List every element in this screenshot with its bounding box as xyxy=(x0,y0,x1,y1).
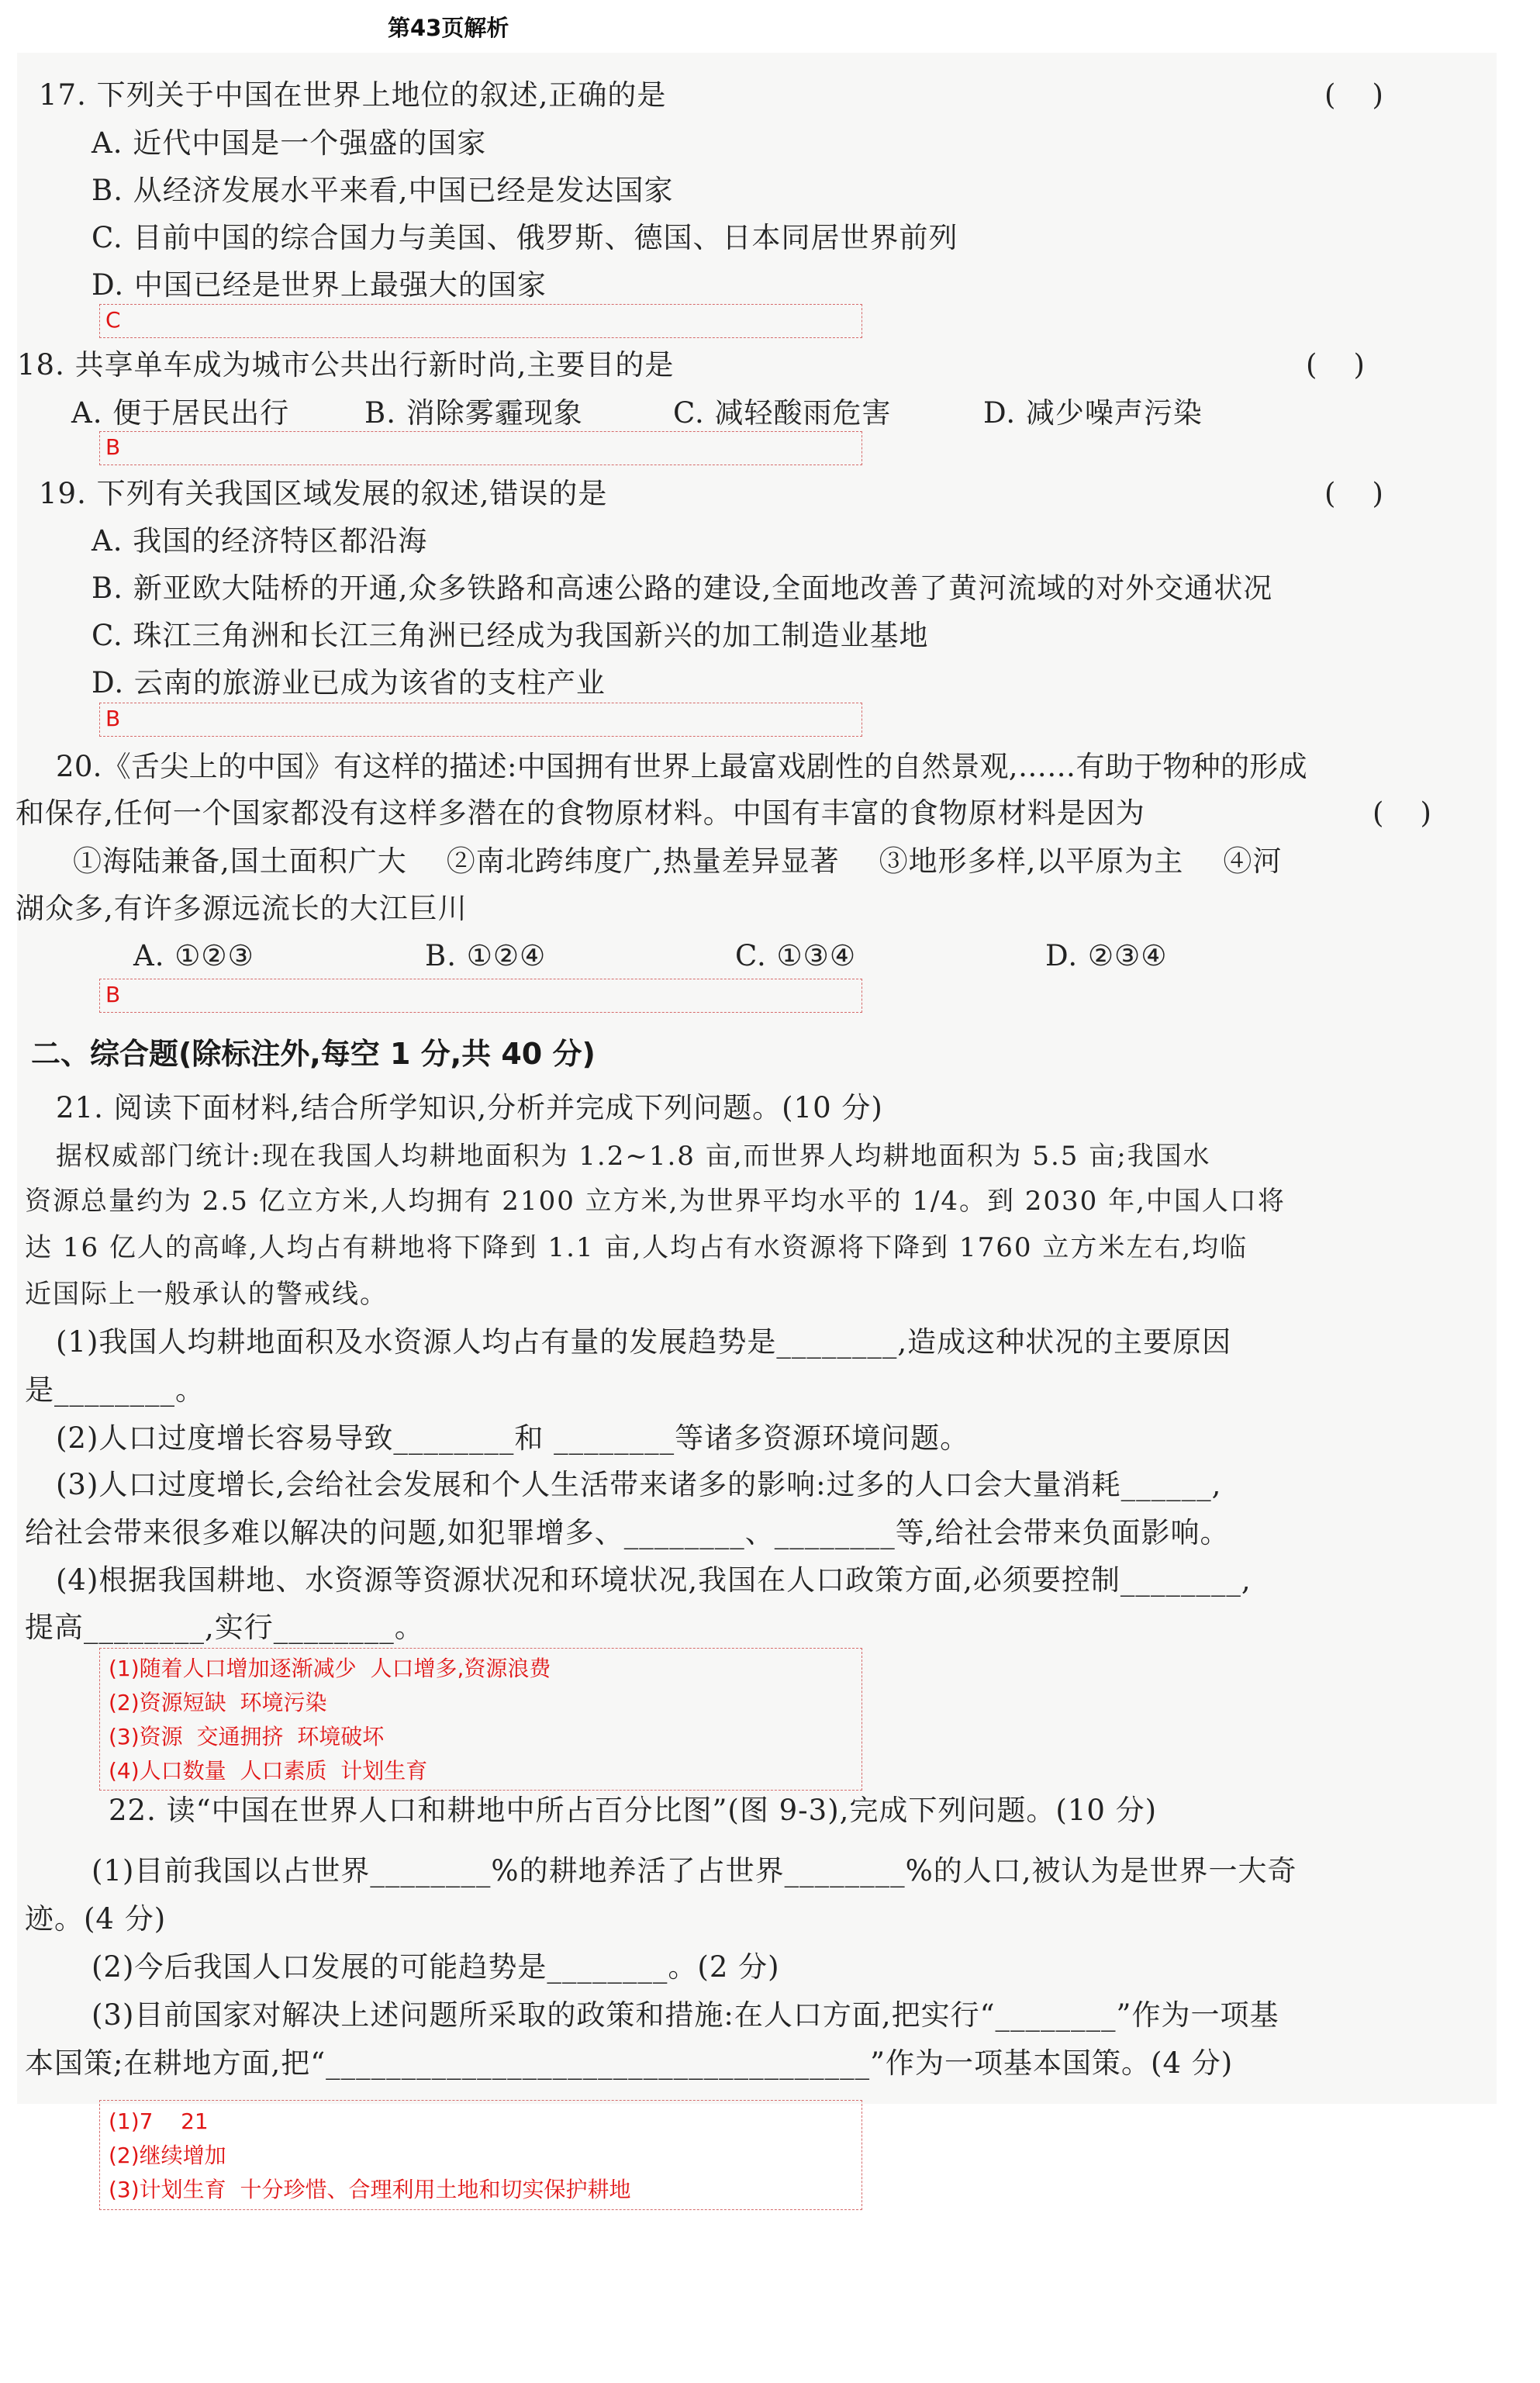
question-19-option-b: B. 新亚欧大陆桥的开通,众多铁路和高速公路的建设,全面地改善了黄河流域的对外交通状况 xyxy=(92,572,1273,605)
question-18-option-c: C. 减轻酸雨危害 xyxy=(673,396,892,430)
question-20-option-b: B. ①②④ xyxy=(425,939,547,972)
question-20-option-c: C. ①③④ xyxy=(735,939,857,972)
question-21-part-4-cont: 提高________,实行________。 xyxy=(25,1611,424,1644)
question-22-part-2: (2)今后我国人口发展的可能趋势是________。(2 分) xyxy=(92,1950,780,1984)
question-20-answer-box xyxy=(99,979,862,1013)
question-20-option-a: A. ①②③ xyxy=(133,939,254,972)
question-22-answer-2: (2)继续增加 xyxy=(109,2143,226,2168)
question-20-answer: B xyxy=(105,982,121,1007)
question-20-line-2: 和保存,任何一个国家都没有这样多潜在的食物原材料。中国有丰富的食物原材料是因为 xyxy=(16,796,1145,830)
question-21-part-1-cont: 是________。 xyxy=(25,1373,205,1407)
question-17-stem: 17. 下列关于中国在世界上地位的叙述,正确的是 xyxy=(39,78,667,112)
question-22-part-3: (3)目前国家对解决上述问题所采取的政策和措施:在人口方面,把实行“________”作为一项基 xyxy=(92,1998,1279,2032)
question-20-answer-paren: ( ) xyxy=(1373,796,1431,830)
question-17-option-d: D. 中国已经是世界上最强大的国家 xyxy=(92,268,547,302)
question-21-material-line-4: 近国际上一般承认的警戒线。 xyxy=(25,1279,388,1310)
question-18-answer: B xyxy=(105,434,121,460)
question-19-answer: B xyxy=(105,706,121,731)
question-22-intro: 22. 读“中国在世界人口和耕地中所占百分比图”(图 9-3),完成下列问题。(10 分) xyxy=(109,1794,1158,1827)
question-19-option-c: C. 珠江三角洲和长江三角洲已经成为我国新兴的加工制造业基地 xyxy=(92,619,929,652)
question-22-answer-3: (3)计划生育 十分珍惜、合理利用土地和切实保护耕地 xyxy=(109,2177,631,2202)
question-21-answer-3: (3)资源 交通拥挤 环境破坏 xyxy=(109,1724,385,1749)
question-19-answer-paren: ( ) xyxy=(1324,477,1383,510)
page-header-title: 第43页解析 xyxy=(388,15,509,41)
question-21-answer-1: (1)随着人口增加逐渐减少 人口增多,资源浪费 xyxy=(109,1656,551,1681)
question-21-part-1: (1)我国人均耕地面积及水资源人均占有量的发展趋势是________,造成这种状况的主要原因 xyxy=(56,1325,1232,1359)
question-21-part-2: (2)人口过度增长容易导致________和 ________等诸多资源环境问题。 xyxy=(56,1421,970,1455)
question-21-answer-4: (4)人口数量 人口素质 计划生育 xyxy=(109,1758,428,1784)
question-19-stem: 19. 下列有关我国区域发展的叙述,错误的是 xyxy=(39,477,608,510)
question-22-part-3-cont: 本国策;在耕地方面,把“____________________________________”作为一项基本国策。(4 分) xyxy=(25,2046,1234,2080)
question-22-answer-1: (1)7 21 xyxy=(109,2108,209,2134)
question-19-option-d: D. 云南的旅游业已成为该省的支柱产业 xyxy=(92,666,606,699)
question-17-answer-paren: ( ) xyxy=(1324,78,1383,112)
question-21-part-3-cont: 给社会带来很多难以解决的问题,如犯罪增多、________、________等,给社会带来负面影响。 xyxy=(25,1516,1230,1549)
section-2-title: 二、综合题(除标注外,每空 1 分,共 40 分) xyxy=(31,1037,596,1071)
question-17-answer-box xyxy=(99,304,862,338)
question-18-option-d: D. 减少噪声污染 xyxy=(983,396,1203,430)
question-19-answer-box xyxy=(99,703,862,737)
question-20-line-3: ①海陆兼备,国土面积广大 ②南北跨纬度广,热量差异显著 ③地形多样,以平原为主 ④河 xyxy=(73,844,1283,878)
question-18-answer-box xyxy=(99,431,862,465)
question-18-option-a: A. 便于居民出行 xyxy=(71,396,290,430)
question-18-stem: 18. 共享单车成为城市公共出行新时尚,主要目的是 xyxy=(17,348,675,382)
question-18-option-b: B. 消除雾霾现象 xyxy=(364,396,583,430)
question-22-part-1: (1)目前我国以占世界________%的耕地养活了占世界________%的人口,被认为是世界一大奇 xyxy=(92,1854,1297,1887)
question-21-material-line-1: 据权威部门统计:现在我国人均耕地面积为 1.2~1.8 亩,而世界人均耕地面积为 5.5 亩;我国水 xyxy=(56,1141,1211,1172)
question-18-answer-paren: ( ) xyxy=(1306,348,1365,382)
question-20-line-4: 湖众多,有许多源远流长的大江巨川 xyxy=(16,892,468,925)
question-21-material-line-3: 达 16 亿人的高峰,人均占有耕地将下降到 1.1 亩,人均占有水资源将下降到 1760 立方米左右,均临 xyxy=(25,1232,1248,1263)
question-21-material-line-2: 资源总量约为 2.5 亿立方米,人均拥有 2100 立方米,为世界平均水平的 1/4。到 2030 年,中国人口将 xyxy=(25,1186,1286,1217)
question-21-part-3: (3)人口过度增长,会给社会发展和个人生活带来诸多的影响:过多的人口会大量消耗______, xyxy=(56,1468,1222,1501)
question-17-answer: C xyxy=(105,307,121,333)
question-22-part-1-cont: 迹。(4 分) xyxy=(25,1902,167,1936)
question-17-option-b: B. 从经济发展水平来看,中国已经是发达国家 xyxy=(92,174,674,207)
question-19-option-a: A. 我国的经济特区都沿海 xyxy=(92,524,428,558)
question-20-option-d: D. ②③④ xyxy=(1045,939,1168,972)
question-17-option-a: A. 近代中国是一个强盛的国家 xyxy=(92,126,487,160)
question-21-part-4: (4)根据我国耕地、水资源等资源状况和环境状况,我国在人口政策方面,必须要控制________, xyxy=(56,1563,1252,1597)
question-21-intro: 21. 阅读下面材料,结合所学知识,分析并完成下列问题。(10 分) xyxy=(56,1091,883,1124)
question-21-answer-2: (2)资源短缺 环境污染 xyxy=(109,1690,327,1715)
question-20-line-1: 20.《舌尖上的中国》有这样的描述:中国拥有世界上最富戏剧性的自然景观,……有助于物种的形成 xyxy=(56,750,1307,783)
question-17-option-c: C. 目前中国的综合国力与美国、俄罗斯、德国、日本同居世界前列 xyxy=(92,221,958,254)
